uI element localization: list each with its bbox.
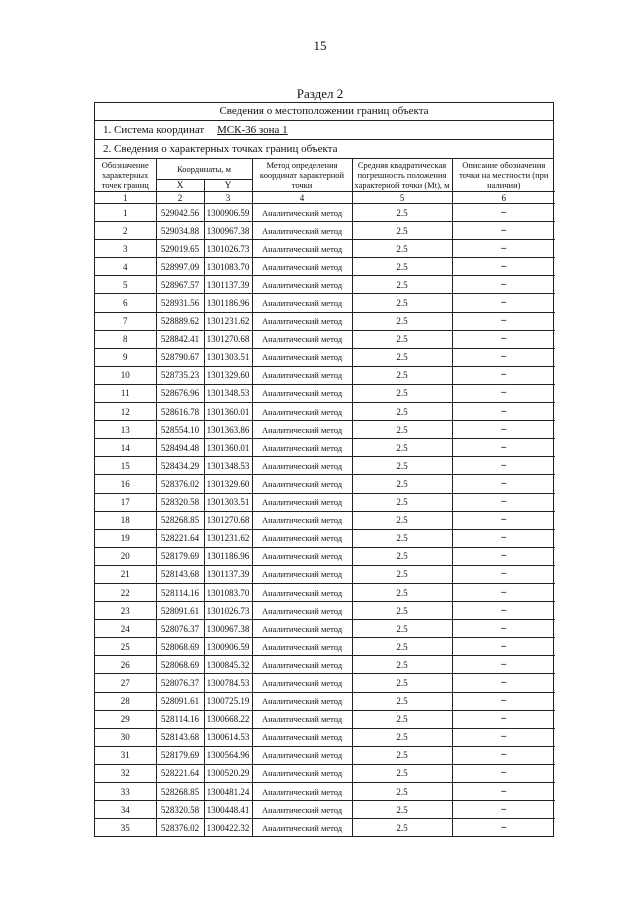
- method-cell: Аналитический метод: [252, 728, 352, 746]
- method-cell: Аналитический метод: [252, 692, 352, 710]
- error-cell: 2.5: [352, 764, 452, 782]
- method-cell: Аналитический метод: [252, 330, 352, 348]
- table-row: [95, 692, 555, 710]
- table-row: [95, 674, 555, 692]
- x-coordinate-cell: 528076.37: [156, 674, 204, 692]
- description-cell: –: [452, 746, 555, 764]
- table-row: [95, 493, 555, 511]
- method-cell: Аналитический метод: [252, 457, 352, 475]
- header-point-id: Обозначение характерных точек границ: [95, 159, 156, 192]
- point-number-cell: 19: [95, 529, 156, 547]
- table-row: [95, 565, 555, 583]
- coord-system-label: 1. Система координат: [103, 124, 205, 136]
- point-number-cell: 9: [95, 348, 156, 366]
- table-row: [95, 547, 555, 565]
- table-row: [95, 819, 555, 837]
- y-coordinate-cell: 1301303.51: [204, 348, 252, 366]
- point-number-cell: 15: [95, 457, 156, 475]
- x-coordinate-cell: 528320.58: [156, 801, 204, 819]
- point-number-cell: 33: [95, 783, 156, 801]
- points-table: [95, 159, 555, 836]
- index-cell: 1: [95, 192, 156, 204]
- x-coordinate-cell: 528179.69: [156, 746, 204, 764]
- error-cell: 2.5: [352, 384, 452, 402]
- table-row: [95, 439, 555, 457]
- y-coordinate-cell: 1300564.96: [204, 746, 252, 764]
- y-coordinate-cell: 1301348.53: [204, 457, 252, 475]
- error-cell: 2.5: [352, 312, 452, 330]
- x-coordinate-cell: 528221.64: [156, 764, 204, 782]
- description-cell: –: [452, 656, 555, 674]
- table-row: [95, 276, 555, 294]
- x-coordinate-cell: 528889.62: [156, 312, 204, 330]
- point-number-cell: 27: [95, 674, 156, 692]
- index-cell: 3: [204, 192, 252, 204]
- x-coordinate-cell: 529042.56: [156, 204, 204, 222]
- point-number-cell: 20: [95, 547, 156, 565]
- table-row: [95, 710, 555, 728]
- x-coordinate-cell: 528068.69: [156, 656, 204, 674]
- y-coordinate-cell: 1300481.24: [204, 783, 252, 801]
- x-coordinate-cell: 528179.69: [156, 547, 204, 565]
- table-row: [95, 421, 555, 439]
- description-cell: –: [452, 583, 555, 601]
- table-row: [95, 366, 555, 384]
- point-number-cell: 25: [95, 638, 156, 656]
- method-cell: Аналитический метод: [252, 547, 352, 565]
- x-coordinate-cell: 528554.10: [156, 421, 204, 439]
- x-coordinate-cell: 528268.85: [156, 511, 204, 529]
- method-cell: Аналитический метод: [252, 529, 352, 547]
- x-coordinate-cell: 528967.57: [156, 276, 204, 294]
- error-cell: 2.5: [352, 457, 452, 475]
- point-number-cell: 8: [95, 330, 156, 348]
- x-coordinate-cell: 529019.65: [156, 240, 204, 258]
- description-cell: –: [452, 547, 555, 565]
- page-number: 15: [313, 38, 327, 53]
- method-cell: Аналитический метод: [252, 421, 352, 439]
- description-cell: –: [452, 276, 555, 294]
- description-cell: –: [452, 638, 555, 656]
- x-coordinate-cell: 529034.88: [156, 222, 204, 240]
- y-coordinate-cell: 1301348.53: [204, 384, 252, 402]
- error-cell: 2.5: [352, 366, 452, 384]
- description-cell: –: [452, 294, 555, 312]
- error-cell: 2.5: [352, 204, 452, 222]
- point-number-cell: 14: [95, 439, 156, 457]
- header-y: Y: [204, 180, 252, 192]
- y-coordinate-cell: 1300784.53: [204, 674, 252, 692]
- description-cell: –: [452, 457, 555, 475]
- y-coordinate-cell: 1301303.51: [204, 493, 252, 511]
- table-row: [95, 783, 555, 801]
- description-cell: –: [452, 403, 555, 421]
- description-cell: –: [452, 819, 555, 837]
- y-coordinate-cell: 1300614.53: [204, 728, 252, 746]
- y-coordinate-cell: 1301186.96: [204, 294, 252, 312]
- error-cell: 2.5: [352, 583, 452, 601]
- point-number-cell: 32: [95, 764, 156, 782]
- description-cell: –: [452, 312, 555, 330]
- description-cell: –: [452, 222, 555, 240]
- table-row: [95, 801, 555, 819]
- error-cell: 2.5: [352, 656, 452, 674]
- method-cell: Аналитический метод: [252, 583, 352, 601]
- y-coordinate-cell: 1300906.59: [204, 204, 252, 222]
- error-cell: 2.5: [352, 294, 452, 312]
- description-cell: –: [452, 493, 555, 511]
- description-cell: –: [452, 764, 555, 782]
- x-coordinate-cell: 528376.02: [156, 475, 204, 493]
- method-cell: Аналитический метод: [252, 366, 352, 384]
- point-number-cell: 34: [95, 801, 156, 819]
- table-row: [95, 620, 555, 638]
- y-coordinate-cell: 1300668.22: [204, 710, 252, 728]
- point-number-cell: 4: [95, 258, 156, 276]
- point-number-cell: 23: [95, 602, 156, 620]
- point-number-cell: 11: [95, 384, 156, 402]
- point-number-cell: 16: [95, 475, 156, 493]
- y-coordinate-cell: 1301231.62: [204, 529, 252, 547]
- table-row: [95, 746, 555, 764]
- table-row: [95, 457, 555, 475]
- x-coordinate-cell: 528076.37: [156, 620, 204, 638]
- description-cell: –: [452, 421, 555, 439]
- x-coordinate-cell: 528091.61: [156, 602, 204, 620]
- point-number-cell: 7: [95, 312, 156, 330]
- description-cell: –: [452, 565, 555, 583]
- method-cell: Аналитический метод: [252, 403, 352, 421]
- y-coordinate-cell: 1300845.32: [204, 656, 252, 674]
- x-coordinate-cell: 528790.67: [156, 348, 204, 366]
- x-coordinate-cell: 528320.58: [156, 493, 204, 511]
- index-cell: 4: [252, 192, 352, 204]
- error-cell: 2.5: [352, 565, 452, 583]
- error-cell: 2.5: [352, 674, 452, 692]
- point-number-cell: 10: [95, 366, 156, 384]
- point-number-cell: 26: [95, 656, 156, 674]
- y-coordinate-cell: 1301270.68: [204, 511, 252, 529]
- method-cell: Аналитический метод: [252, 620, 352, 638]
- point-number-cell: 12: [95, 403, 156, 421]
- y-coordinate-cell: 1301360.01: [204, 403, 252, 421]
- error-cell: 2.5: [352, 276, 452, 294]
- method-cell: Аналитический метод: [252, 674, 352, 692]
- point-number-cell: 31: [95, 746, 156, 764]
- table-row: [95, 728, 555, 746]
- boundary-frame: [94, 102, 554, 837]
- section-title: Раздел 2: [296, 86, 344, 101]
- x-coordinate-cell: 528143.68: [156, 728, 204, 746]
- method-cell: Аналитический метод: [252, 565, 352, 583]
- description-cell: –: [452, 258, 555, 276]
- error-cell: 2.5: [352, 819, 452, 837]
- description-cell: –: [452, 783, 555, 801]
- error-cell: 2.5: [352, 475, 452, 493]
- x-coordinate-cell: 528494.48: [156, 439, 204, 457]
- x-coordinate-cell: 528268.85: [156, 783, 204, 801]
- y-coordinate-cell: 1300967.38: [204, 620, 252, 638]
- description-cell: –: [452, 511, 555, 529]
- method-cell: Аналитический метод: [252, 258, 352, 276]
- description-cell: –: [452, 475, 555, 493]
- error-cell: 2.5: [352, 783, 452, 801]
- table-row: [95, 583, 555, 601]
- point-number-cell: 1: [95, 204, 156, 222]
- point-number-cell: 13: [95, 421, 156, 439]
- y-coordinate-cell: 1301137.39: [204, 565, 252, 583]
- table-row: [95, 764, 555, 782]
- table-row: [95, 638, 555, 656]
- point-number-cell: 22: [95, 583, 156, 601]
- description-cell: –: [452, 529, 555, 547]
- error-cell: 2.5: [352, 801, 452, 819]
- x-coordinate-cell: 528735.23: [156, 366, 204, 384]
- header-coordinates: Координаты, м: [156, 159, 252, 180]
- method-cell: Аналитический метод: [252, 384, 352, 402]
- point-number-cell: 18: [95, 511, 156, 529]
- table-row: [95, 240, 555, 258]
- method-cell: Аналитический метод: [252, 801, 352, 819]
- points-table-body: [95, 204, 555, 837]
- x-coordinate-cell: 528221.64: [156, 529, 204, 547]
- y-coordinate-cell: 1300520.29: [204, 764, 252, 782]
- method-cell: Аналитический метод: [252, 276, 352, 294]
- description-cell: –: [452, 366, 555, 384]
- error-cell: 2.5: [352, 403, 452, 421]
- index-cell: 2: [156, 192, 204, 204]
- error-cell: 2.5: [352, 620, 452, 638]
- header-description: Описание обозначения точки на местности (при наличии): [452, 159, 555, 192]
- description-cell: –: [452, 710, 555, 728]
- y-coordinate-cell: 1301083.70: [204, 258, 252, 276]
- index-cell: 6: [452, 192, 555, 204]
- error-cell: 2.5: [352, 330, 452, 348]
- method-cell: Аналитический метод: [252, 240, 352, 258]
- frame-heading: Сведения о местоположении границ объекта: [95, 103, 553, 121]
- point-number-cell: 35: [95, 819, 156, 837]
- method-cell: Аналитический метод: [252, 493, 352, 511]
- method-cell: Аналитический метод: [252, 294, 352, 312]
- x-coordinate-cell: 528616.78: [156, 403, 204, 421]
- method-cell: Аналитический метод: [252, 764, 352, 782]
- error-cell: 2.5: [352, 746, 452, 764]
- point-number-cell: 6: [95, 294, 156, 312]
- table-row: [95, 330, 555, 348]
- y-coordinate-cell: 1301231.62: [204, 312, 252, 330]
- description-cell: –: [452, 620, 555, 638]
- table-row: [95, 384, 555, 402]
- y-coordinate-cell: 1301186.96: [204, 547, 252, 565]
- description-cell: –: [452, 439, 555, 457]
- table-row: [95, 602, 555, 620]
- description-cell: –: [452, 240, 555, 258]
- table-row: [95, 258, 555, 276]
- point-number-cell: 30: [95, 728, 156, 746]
- x-coordinate-cell: 528997.09: [156, 258, 204, 276]
- y-coordinate-cell: 1300967.38: [204, 222, 252, 240]
- method-cell: Аналитический метод: [252, 783, 352, 801]
- method-cell: Аналитический метод: [252, 475, 352, 493]
- table-row: [95, 656, 555, 674]
- error-cell: 2.5: [352, 710, 452, 728]
- y-coordinate-cell: 1301363.86: [204, 421, 252, 439]
- y-coordinate-cell: 1300725.19: [204, 692, 252, 710]
- method-cell: Аналитический метод: [252, 602, 352, 620]
- y-coordinate-cell: 1301137.39: [204, 276, 252, 294]
- error-cell: 2.5: [352, 258, 452, 276]
- y-coordinate-cell: 1301026.73: [204, 602, 252, 620]
- header-method: Метод определения координат характерной точки: [252, 159, 352, 192]
- table-row: [95, 348, 555, 366]
- point-number-cell: 5: [95, 276, 156, 294]
- method-cell: Аналитический метод: [252, 710, 352, 728]
- x-coordinate-cell: 528068.69: [156, 638, 204, 656]
- error-cell: 2.5: [352, 692, 452, 710]
- method-cell: Аналитический метод: [252, 204, 352, 222]
- method-cell: Аналитический метод: [252, 638, 352, 656]
- y-coordinate-cell: 1301270.68: [204, 330, 252, 348]
- error-cell: 2.5: [352, 493, 452, 511]
- table-row: [95, 511, 555, 529]
- description-cell: –: [452, 602, 555, 620]
- table-row: [95, 312, 555, 330]
- y-coordinate-cell: 1301083.70: [204, 583, 252, 601]
- header-error: Средняя квадратическая погрешность положения характерной точки (Mt), м: [352, 159, 452, 192]
- y-coordinate-cell: 1301360.01: [204, 439, 252, 457]
- y-coordinate-cell: 1301026.73: [204, 240, 252, 258]
- description-cell: –: [452, 204, 555, 222]
- error-cell: 2.5: [352, 728, 452, 746]
- method-cell: Аналитический метод: [252, 439, 352, 457]
- coord-system-row: [95, 121, 553, 140]
- error-cell: 2.5: [352, 547, 452, 565]
- table-row: [95, 403, 555, 421]
- x-coordinate-cell: 528114.16: [156, 710, 204, 728]
- x-coordinate-cell: 528842.41: [156, 330, 204, 348]
- description-cell: –: [452, 330, 555, 348]
- point-number-cell: 3: [95, 240, 156, 258]
- description-cell: –: [452, 728, 555, 746]
- method-cell: Аналитический метод: [252, 312, 352, 330]
- x-coordinate-cell: 528676.96: [156, 384, 204, 402]
- method-cell: Аналитический метод: [252, 819, 352, 837]
- y-coordinate-cell: 1300422.32: [204, 819, 252, 837]
- header-x: X: [156, 180, 204, 192]
- table-row: [95, 222, 555, 240]
- x-coordinate-cell: 528091.61: [156, 692, 204, 710]
- x-coordinate-cell: 528143.68: [156, 565, 204, 583]
- point-number-cell: 28: [95, 692, 156, 710]
- description-cell: –: [452, 674, 555, 692]
- error-cell: 2.5: [352, 602, 452, 620]
- y-coordinate-cell: 1300448.41: [204, 801, 252, 819]
- y-coordinate-cell: 1301329.60: [204, 475, 252, 493]
- description-cell: –: [452, 692, 555, 710]
- table-row: [95, 294, 555, 312]
- index-cell: 5: [352, 192, 452, 204]
- method-cell: Аналитический метод: [252, 656, 352, 674]
- table-row: [95, 204, 555, 222]
- x-coordinate-cell: 528376.02: [156, 819, 204, 837]
- x-coordinate-cell: 528931.56: [156, 294, 204, 312]
- x-coordinate-cell: 528434.29: [156, 457, 204, 475]
- table-row: [95, 475, 555, 493]
- error-cell: 2.5: [352, 421, 452, 439]
- points-heading: 2. Сведения о характерных точках границ объекта: [95, 140, 553, 159]
- point-number-cell: 29: [95, 710, 156, 728]
- description-cell: –: [452, 348, 555, 366]
- point-number-cell: 21: [95, 565, 156, 583]
- error-cell: 2.5: [352, 348, 452, 366]
- error-cell: 2.5: [352, 240, 452, 258]
- error-cell: 2.5: [352, 439, 452, 457]
- y-coordinate-cell: 1301329.60: [204, 366, 252, 384]
- coord-system-value: МСК-36 зона 1: [216, 124, 288, 136]
- x-coordinate-cell: 528114.16: [156, 583, 204, 601]
- table-row: [95, 529, 555, 547]
- error-cell: 2.5: [352, 511, 452, 529]
- error-cell: 2.5: [352, 529, 452, 547]
- error-cell: 2.5: [352, 638, 452, 656]
- error-cell: 2.5: [352, 222, 452, 240]
- method-cell: Аналитический метод: [252, 746, 352, 764]
- method-cell: Аналитический метод: [252, 511, 352, 529]
- description-cell: –: [452, 384, 555, 402]
- description-cell: –: [452, 801, 555, 819]
- point-number-cell: 24: [95, 620, 156, 638]
- method-cell: Аналитический метод: [252, 222, 352, 240]
- method-cell: Аналитический метод: [252, 348, 352, 366]
- y-coordinate-cell: 1300906.59: [204, 638, 252, 656]
- point-number-cell: 17: [95, 493, 156, 511]
- point-number-cell: 2: [95, 222, 156, 240]
